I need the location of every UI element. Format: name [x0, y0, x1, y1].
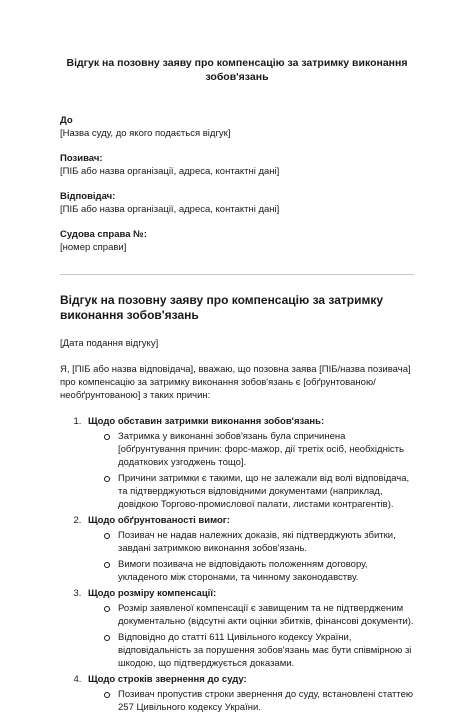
reason-points: [88, 688, 414, 714]
field-label: До: [60, 115, 73, 126]
list-item: [84, 514, 414, 584]
reason-title: Щодо обґрунтованості вимог:: [88, 515, 230, 526]
list-item: [84, 415, 414, 511]
field-label: Відповідач:: [60, 191, 116, 202]
list-item: Причини затримки є такими, що не залежали від волі відповідача, та підтверджуються відповідними документами (наприклад, довідкою Торгово-промислової палати, листами контрагентів).: [118, 472, 414, 511]
document-title: Відгук на позовну заяву про компенсацію за затримку виконання зобов'язань: [66, 57, 408, 83]
field-label: Судова справа №:: [60, 229, 147, 240]
submission-date: [Дата подання відгуку]: [60, 338, 159, 349]
reason-points: [88, 602, 414, 670]
list-item: Розмір заявленої компенсації є завищеним та не підтвердженим документально (відсутні акти оцінки збитків, фінансові документи).: [118, 603, 414, 627]
list-item: Затримка у виконанні зобов'язань була спричинена [обґрунтування причин: форс-мажор, дії третіх осіб, необхідність додаткових узгоджень тощо].: [118, 430, 414, 469]
field-value: [номер справи]: [60, 242, 127, 253]
list-item: Позивач пропустив строки звернення до суду, встановлені статтею 257 Цивільного кодексу України.: [118, 689, 414, 713]
reason-title: Щодо строків звернення до суду:: [88, 674, 247, 685]
list-item: [84, 673, 414, 714]
section-title: Відгук на позовну заяву про компенсацію за затримку виконання зобов'язань: [60, 293, 384, 322]
field-value: [ПІБ або назва організації, адреса, контактні дані]: [60, 204, 280, 215]
field-court: [60, 114, 414, 140]
list-item: Позивач не надав належних доказів, які підтверджують збитки, завдані затримкою виконання зобов'язань.: [118, 529, 414, 555]
reasons-list: [60, 415, 414, 714]
reason-title: Щодо обставин затримки виконання зобов'язань:: [88, 416, 325, 427]
reason-points: [88, 430, 414, 511]
field-plaintiff: [60, 152, 414, 178]
field-case-number: [60, 228, 414, 254]
reason-points: [88, 529, 414, 584]
list-item: [84, 587, 414, 670]
field-value: [ПІБ або назва організації, адреса, контактні дані]: [60, 166, 280, 177]
list-item: Вимоги позивача не відповідають положенням договору, укладеного між сторонами, та чинному законодавству.: [118, 558, 414, 584]
intro-paragraph: Я, [ПІБ або назва відповідача], вважаю, що позовна заява [ПІБ/назва позивача] про компенсацію за затримку виконання зобов'язань є [обґрунтованою/необґрунтованою] з таких причин:: [60, 364, 411, 401]
section-divider: [60, 274, 414, 275]
list-item: Відповідно до статті 611 Цивільного кодексу України, відповідальність за порушення зобов'язань має бути співмірною зі шкодою, що підтверджується доказами.: [118, 631, 414, 670]
field-defendant: [60, 190, 414, 216]
field-label: Позивач:: [60, 153, 103, 164]
reason-title: Щодо розміру компенсації:: [88, 588, 217, 599]
field-value: [Назва суду, до якого подається відгук]: [60, 128, 231, 139]
